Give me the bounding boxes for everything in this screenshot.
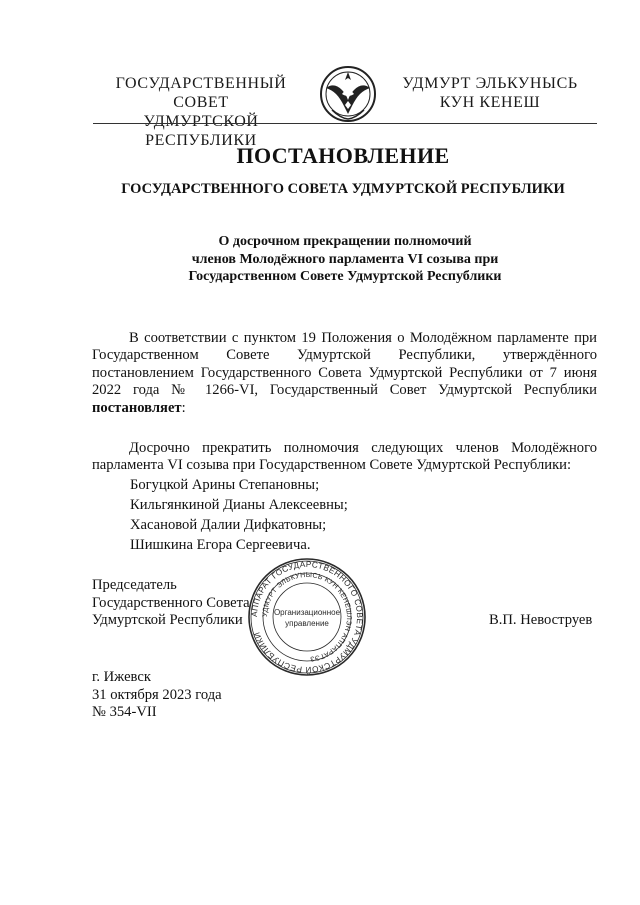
footer-date: 31 октября 2023 года — [92, 686, 222, 703]
header-right-line1: УДМУРТ ЭЛЬКУНЫСЬ — [402, 75, 578, 92]
list-item: Хасановой Далии Дифкатовны; — [130, 517, 327, 533]
seal-inner-text: УДМУРТ ЭЛЬКУНЫСЬ КУН КЕНЕШЛЭН АППАРАТЭЗ — [261, 571, 353, 662]
body-paragraph-2: Досрочно прекратить полномочия следующих членов Молодёжного парламента VI созыва при Государственном Совете Удмуртской Республики: — [92, 440, 597, 474]
subject-line1: О досрочном прекращении полномочий — [218, 234, 472, 249]
official-seal-stamp — [246, 556, 368, 678]
paragraph-1-text: В соответствии с пунктом 19 Положения о Молодёжном парламенте при Государственном Совете Удмуртской Республики, утверждённого постановлением Государственного Совета Удмуртской Республики от 7 июня 2022 года № 1266-VI, Государственный Совет Удмуртской Республики — [92, 330, 597, 399]
signer-name: В.П. Невоструев — [489, 612, 593, 628]
body-paragraph-1 — [92, 330, 597, 417]
seal-center-line2: управление — [285, 619, 329, 628]
members-list — [130, 475, 590, 555]
header-left-line2: УДМУРТСКОЙ РЕСПУБЛИКИ — [143, 113, 259, 149]
header-right-line2: КУН КЕНЕШ — [439, 94, 541, 111]
signature-title-block — [92, 577, 250, 630]
seal-outer-text: АППАРАТ ГОСУДАРСТВЕННОГО СОВЕТА УДМУРТСКОЙ РЕСПУБЛИКИ — [249, 559, 365, 675]
list-item: Богуцкой Арины Степановны; — [130, 477, 320, 493]
signature-title-line3: Удмуртской Республики — [92, 612, 243, 629]
list-item: Кильгянкиной Дианы Алексеевны; — [130, 497, 348, 513]
header-left-line1: ГОСУДАРСТВЕННЫЙ СОВЕТ — [115, 75, 287, 111]
signature-title-line1: Председатель — [92, 577, 177, 593]
document-issuer: ГОСУДАРСТВЕННОГО СОВЕТА УДМУРТСКОЙ РЕСПУБЛИКИ — [121, 181, 565, 197]
seal-center-line1: Организационное — [273, 608, 341, 617]
header-divider — [93, 123, 597, 124]
subject-line3: Государственном Совете Удмуртской Республики — [188, 269, 502, 284]
paragraph-1-end: : — [181, 399, 186, 416]
footer-number: № 354-VII — [92, 704, 157, 721]
document-subject — [120, 233, 570, 286]
document-footer — [92, 669, 222, 722]
subject-line2: членов Молодёжного парламента VI созыва при — [191, 251, 499, 267]
header-left-block — [92, 74, 310, 150]
udmurt-coat-of-arms-icon — [314, 64, 382, 124]
list-item: Шишкина Егора Сергеевича. — [130, 537, 311, 553]
header-right-block — [400, 74, 580, 112]
paragraph-1-bold: постановляет — [92, 399, 182, 416]
document-type-title: ПОСТАНОВЛЕНИЕ — [236, 143, 450, 168]
signature-title-line2: Государственного Совета — [92, 594, 250, 611]
footer-city: г. Ижевск — [92, 669, 151, 685]
